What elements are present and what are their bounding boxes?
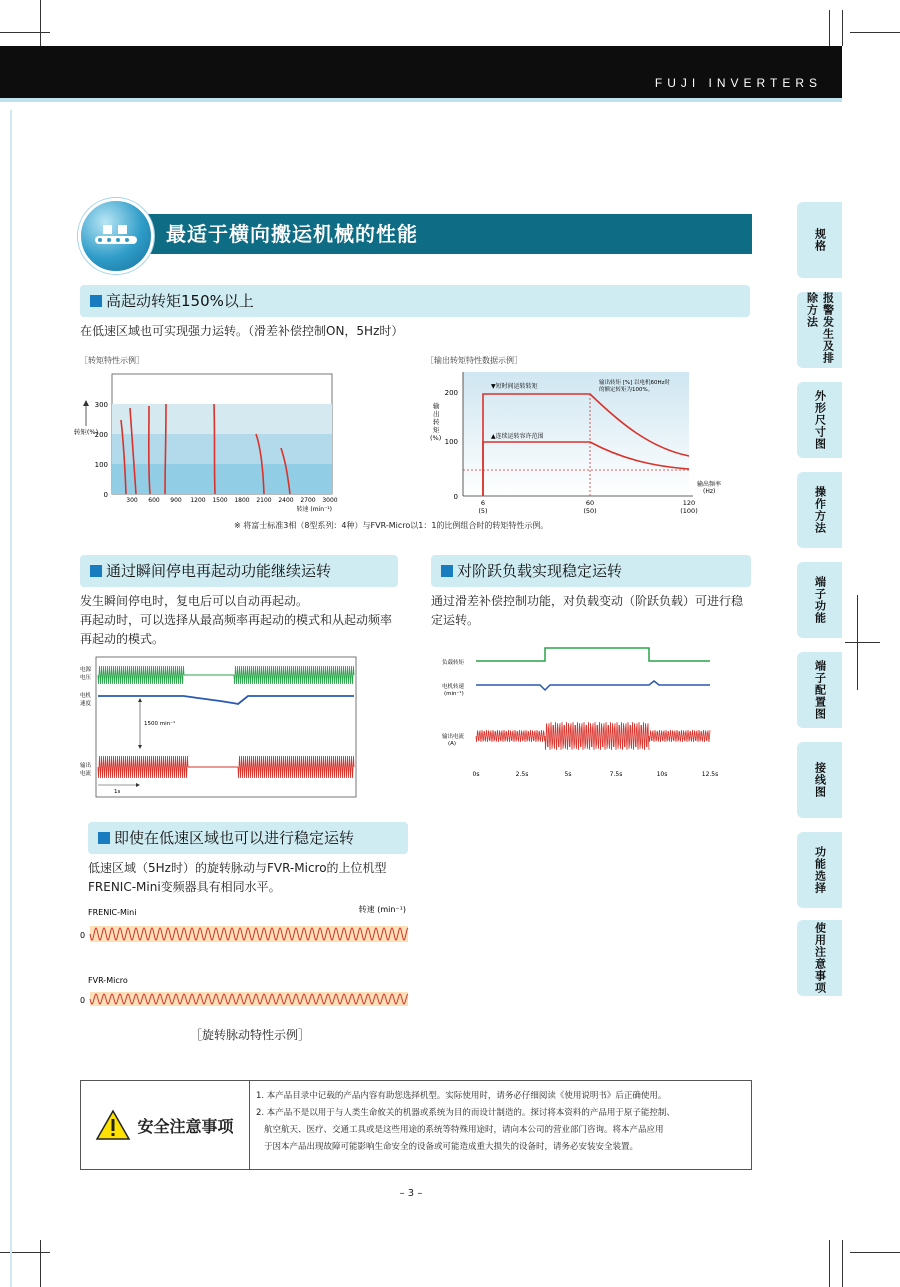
x-tick: 2400 [278,497,294,504]
crop-mark [850,1252,900,1253]
tab-function-select[interactable]: 功能选择 [797,832,842,908]
page-number: – 3 – [399,1188,423,1199]
load-label: 负载转矩 [442,660,465,666]
step-load-chart [428,642,728,782]
x-tick: 1500 [212,497,228,504]
speed-drop-label: 1500 min⁻¹ [144,721,176,727]
x-tick: 5s [564,771,572,778]
safety-title [80,1080,250,1170]
safety-notes [256,1088,746,1156]
x-tick: 12.5s [701,771,719,778]
header-bar [0,46,842,98]
x-tick: 2100 [256,497,272,504]
footnote: ※ 将富士标准3相（8型系列：4种）与FVR-Micro以1：1的比例组合时的转矩特性示例。 [234,521,549,530]
desc-line: 通过滑差补偿控制功能，对负载变动（阶跃负载）可进行稳 [431,594,744,608]
waveform-line [234,666,354,684]
y-tick: 100 [94,461,108,469]
fvr-micro-label: FVR-Micro [88,976,128,985]
y-tick: 200 [94,431,108,439]
bullet-square-icon [98,832,110,844]
desc-line: 低速区域（5Hz时）的旋转脉动与FVR-Micro的上位机型 [88,861,387,875]
x-tick: 900 [170,497,182,504]
crop-mark [845,642,880,643]
y-axis-label: 转矩(%) [73,428,99,436]
tab-specifications[interactable]: 规格 [797,202,842,278]
y-tick: 0 [453,493,458,501]
current-label: 输出电流(A) [442,734,465,747]
desc-line: FRENIC-Mini变频器具有相同水平。 [88,880,281,894]
crop-mark [40,1240,41,1287]
y-tick: 0 [103,491,108,499]
desc-line: 再起动时，可以选择从最高频率再起动的模式和从起动频率 [80,613,393,627]
section-heading-text: 高起动转矩150%以上 [106,292,254,310]
section-desc: 在低速区域也可实现强力运转。（滑差补偿控制ON，5Hz时） [80,324,404,338]
time-scale-label: 1s [114,789,121,795]
short-time-label: ▼短时间运转转矩 [491,383,538,390]
voltage-label: 电源电压 [80,667,92,681]
bullet-square-icon [441,565,453,577]
zero-label: 0 [80,996,86,1005]
x-tick-sub: (100) [680,507,698,515]
x-tick: 3000 [322,497,338,504]
y-axis-label: 输出转矩(%) [430,402,442,442]
crop-mark [842,1240,843,1287]
y-tick: 100 [444,438,458,446]
page-title: 最适于横向搬运机械的性能 [148,214,752,254]
speed-unit-label: 转速 (min⁻¹) [358,905,406,914]
x-tick: 600 [148,497,160,504]
x-tick: 300 [126,497,138,504]
y-tick: 200 [444,389,458,397]
x-tick: 1800 [234,497,250,504]
crop-mark [0,32,50,33]
section-heading-low-speed [88,822,408,854]
conveyor-icon [78,198,154,274]
tab-terminal-layout[interactable]: 端子配置图 [797,652,842,728]
tab-operation[interactable]: 操作方法 [797,472,842,548]
safety-title-text: 安全注意事项 [137,1116,234,1136]
warning-icon [95,1109,131,1141]
x-tick: 0s [472,771,480,778]
ripple-chart [76,900,412,1015]
zero-label: 0 [80,931,86,940]
x-tick: 2.5s [515,771,529,778]
desc-line: 发生瞬间停电时，复电后可以自动再起动。 [80,594,309,608]
safety-item: 2. 本产品不是以用于与人类生命攸关的机器或系统为目的而设计制造的。探讨将本资料的产品用于原子能控制、 [256,1108,675,1118]
brand-text: FUJI INVERTERS [654,76,822,90]
x-tick-sub: (50) [583,507,597,515]
tab-precautions[interactable]: 使用注意事项 [797,920,842,996]
x-axis-label: 转速 (min⁻¹) [296,506,332,513]
speed-label: 电机转速(min⁻¹) [442,684,465,697]
chart-caption: ［转矩特性示例］ [80,356,144,365]
tab-wiring[interactable]: 接线图 [797,742,842,818]
x-tick: 10s [656,771,668,778]
desc-line: 再起动的模式。 [80,632,165,646]
crop-mark [829,1240,830,1287]
chart-note: 输出转矩 [%] 以电机60Hz时的额定转矩为100%。 [599,380,671,393]
safety-item: 航空航天、医疗、交通工具或是这些用途的系统等特殊用途时，请向本公司的营业部门咨询。将本产品应用 [264,1125,664,1135]
x-tick: 2700 [300,497,316,504]
safety-item: 1. 本产品目录中记载的产品内容有助您选择机型。实际使用时，请务必仔细阅读《使用说明书》后正确使用。 [256,1091,667,1101]
bullet-square-icon [90,565,102,577]
x-tick: 60 [585,499,595,507]
safety-item: 于因本产品出现故障可能影响生命安全的设备或可能造成重大损失的设备时，请务必安装安全装置。 [264,1142,639,1152]
x-tick: 7.5s [609,771,623,778]
section-desc [431,592,756,630]
chart-caption: ［输出转矩特性数据示例］ [426,356,522,365]
x-tick-sub: (5) [478,507,488,515]
y-tick: 300 [94,401,108,409]
x-tick: 120 [682,499,696,507]
crop-mark [0,1252,50,1253]
crop-mark [40,0,41,46]
x-tick: 6 [480,499,486,507]
section-heading-step-load [431,555,751,587]
crop-mark [842,10,843,46]
section-heading-text: 对阶跃负载实现稳定运转 [457,562,623,580]
left-margin-rule [10,110,12,1287]
torque-chart [73,368,378,518]
section-heading-text: 通过瞬间停电再起动功能继续运转 [106,562,332,580]
section-heading-torque [80,285,750,317]
tab-dimensions[interactable]: 外形尺寸图 [797,382,842,458]
tab-alarm[interactable]: 报警发生及排除方法 [797,292,842,368]
desc-line: 定运转。 [431,613,480,627]
output-torque-chart [425,368,735,518]
crop-mark [850,32,900,33]
bullet-square-icon [90,295,102,307]
continuous-label: ▲连续运转容许范围 [491,433,544,440]
section-heading-restart [80,555,398,587]
ripple-caption: ［旋转脉动特性示例］ [190,1028,311,1042]
section-heading-text: 即使在低速区域也可以进行稳定运转 [114,829,355,847]
tab-terminal-functions[interactable]: 端子功能 [797,562,842,638]
section-desc [88,859,418,897]
restart-waveform-chart [78,655,360,800]
header-rule [0,98,842,102]
crop-mark [857,595,858,690]
current-label: 输出电流 [80,763,92,777]
crop-mark [829,10,830,46]
frenic-mini-label: FRENIC-Mini [88,908,137,917]
x-tick: 1200 [190,497,206,504]
x-axis-label: 输出频率(Hz) [697,481,722,495]
section-desc [80,592,410,649]
speed-label: 电机速度 [80,693,92,707]
